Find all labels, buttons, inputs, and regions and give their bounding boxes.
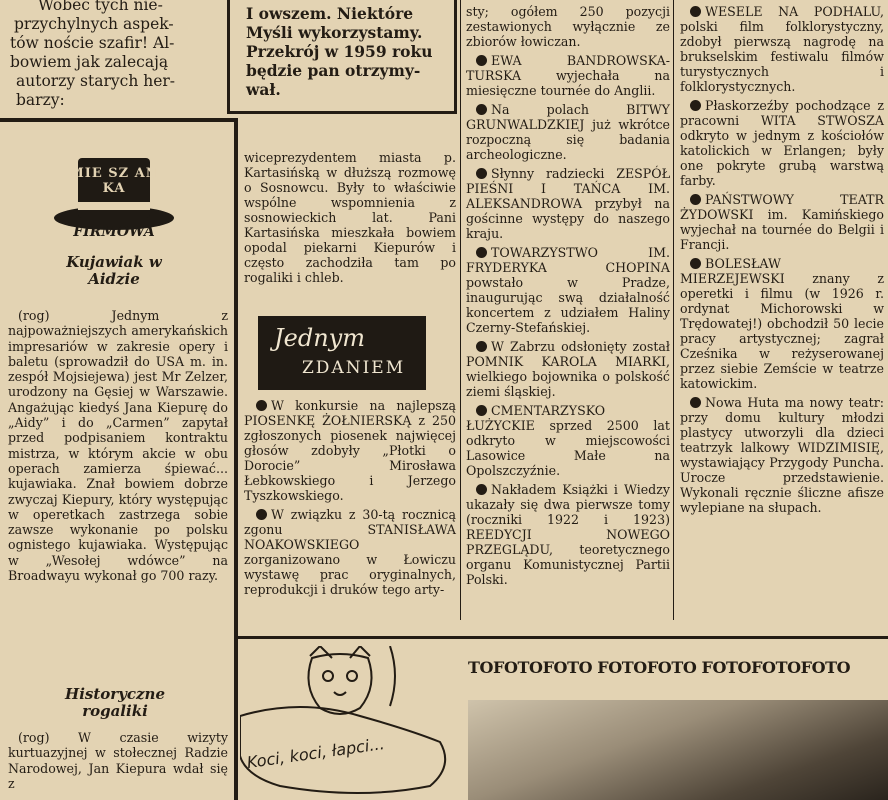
top-box-line: Myśli wykorzystamy. bbox=[246, 23, 423, 42]
bullet-icon bbox=[476, 168, 487, 179]
news-item bbox=[680, 98, 884, 188]
cartoon bbox=[240, 646, 460, 800]
top-box-line: I owszem. Niektóre bbox=[246, 4, 414, 23]
bullet-icon bbox=[256, 400, 267, 411]
cartoon-caption: Koci, koci, łapci... bbox=[245, 734, 386, 773]
cat-drawing-icon bbox=[240, 646, 460, 800]
rule-top-left bbox=[0, 118, 238, 122]
news-item bbox=[244, 507, 456, 597]
photo bbox=[468, 700, 888, 800]
logo-line: ZDANIEM bbox=[302, 358, 406, 378]
news-item bbox=[680, 395, 884, 515]
news-item-text: W konkursie na najlepszą PIOSENKĘ ŻOŁNIERSKĄ z 250 zgłoszonych piosenek najwięcej głosów zdobyły „Płotki o Dorocie” Mirosława Łebkowskiego i Jerzego Tyszkowskiego. bbox=[244, 398, 456, 503]
news-item-text: CMENTARZYSKO ŁUŻYCKIE sprzed 2500 lat odkryto w miejscowości Lasowice Małe na Opolszczyźnie. bbox=[466, 403, 670, 478]
news-item bbox=[466, 166, 670, 241]
news-item bbox=[680, 256, 884, 391]
bullet-icon bbox=[690, 100, 701, 111]
top-left-line: bowiem jak zalecają bbox=[10, 53, 169, 71]
bullet-icon bbox=[476, 405, 487, 416]
top-left-text bbox=[0, 0, 222, 110]
top-box-line: wał. bbox=[246, 80, 281, 99]
top-left-line: barzy: bbox=[16, 91, 65, 109]
bullet-icon bbox=[256, 509, 267, 520]
rule-left-vertical bbox=[234, 118, 238, 800]
article-paragraph: (rog) W czasie wizyty kurtuazyjnej w stołecznej Radzie Narodowej, Jan Kiepura wdał się z bbox=[8, 730, 228, 791]
news-item-text: WESELE NA PODHALU, polski film folklorystyczny, zdobył pierwszą nagrodę na brukselskim festiwalu filmów turystycznych i folklorystycznych. bbox=[680, 4, 884, 94]
article-body-2 bbox=[8, 730, 228, 791]
news-item bbox=[466, 53, 670, 98]
news-item bbox=[244, 398, 456, 503]
rule-col-ab bbox=[460, 0, 461, 620]
colb-intro bbox=[244, 150, 456, 285]
top-box-line: będzie pan otrzymy- bbox=[246, 61, 421, 80]
news-item bbox=[680, 4, 884, 94]
news-item-text: Nakładem Książki i Wiedzy ukazały się dwa pierwsze tomy (roczniki 1922 i 1923) REEDYCJI NOWEGO PRZEGLĄDU, teoretycznego organu Komunistycznej Partii Polski. bbox=[466, 482, 670, 587]
rule-col-cd bbox=[673, 0, 674, 620]
news-item-text: EWA BANDROWSKA-TURSKA wyjechała na miesięczne tournée do Anglii. bbox=[466, 53, 670, 98]
bullet-icon bbox=[476, 104, 487, 115]
news-item-text: Słynny radziecki ZESPÓŁ PIEŚNI I TAŃCA IM. ALEKSANDROWA przybył na gościnne występy do naszego kraju. bbox=[466, 166, 670, 241]
rule-bottom-mid bbox=[238, 636, 888, 639]
news-item bbox=[466, 482, 670, 587]
bullet-icon bbox=[476, 484, 487, 495]
bullet-icon bbox=[690, 397, 701, 408]
colb-items bbox=[244, 398, 456, 597]
logo-top-text: MIE SZ AN KA bbox=[69, 166, 159, 196]
bullet-icon bbox=[690, 194, 701, 205]
news-item-text: Na polach BITWY GRUNWALDZKIEJ już wkrótce rozpoczną się badania archeologiczne. bbox=[466, 102, 670, 162]
colc-items bbox=[466, 4, 670, 587]
news-item bbox=[466, 339, 670, 399]
news-item bbox=[466, 403, 670, 478]
top-left-line: Wobec tych nie- bbox=[38, 0, 163, 14]
top-left-line: przychylnych aspek- bbox=[14, 15, 174, 33]
article-title-2: Historyczne rogaliki bbox=[65, 685, 165, 720]
bullet-icon bbox=[690, 6, 701, 17]
bullet-icon bbox=[476, 55, 487, 66]
bullet-icon bbox=[690, 258, 701, 269]
firmowa-logo bbox=[48, 140, 180, 240]
jednym-zdaniem-logo bbox=[258, 316, 426, 390]
news-item-text: W Zabrzu odsłonięty został POMNIK KAROLA MIARKI, wielkiego bojownika o polskość ziemi śląskiej. bbox=[466, 339, 670, 399]
news-item bbox=[680, 192, 884, 252]
article-paragraph: (rog) Jednym z najpoważniejszych amerykańskich impresariów w zakresie opery i baletu (sprowadził do USA m. in. zespół Mojsiejewa) jest Mr Zelzer, urodzony na Gęsiej w Warszawie. Angażując kiedyś Jana Kiepurę do „Aidy” i do „Carmen” zapytał przed podpisaniem kontraktu mistrza, w którym akcie w obu operach zamierza śpiewać... kujawiaka. Znał bowiem dobrze zwyczaj Kiepury, który występując w operetkach zastrzega sobie zawsze wykonanie po polsku ognistego kujawiaka. Występując w „Wesołej wdówce” na Broadwayu wykonał go 700 razy. bbox=[8, 308, 228, 584]
article-title: Kujawiak w Aidzie bbox=[66, 253, 162, 288]
news-item-text: Płaskorzeźby pochodzące z pracowni WITA STWOSZA odkryto w jednym z kościołów katolickich w Erlangen; były one pokryte grubą warstwą farby. bbox=[680, 98, 884, 188]
news-item-text: BOLESŁAW MIERZEJEWSKI znany z operetki i filmu (w 1926 r. ordynat Michorowski w Trędowatej!) obchodził 50 lecie pracy artystycznej; zagrał Cześnika w reżyserowanej przez siebie Zemście w teatrze katowickim. bbox=[680, 256, 884, 391]
top-left-line: tów noście szafir! Al- bbox=[10, 34, 175, 52]
article-body bbox=[8, 308, 228, 583]
cold-items bbox=[680, 4, 884, 515]
colb-paragraph: wiceprezydentem miasta p. Kartasińską w dłuższą rozmowę o Sosnowcu. Były to właściwie wspólne wspomnienia z sosnowieckich lat. Pani Kartasińska mieszkała bowiem opodal piekarni Kiepurów i często zachodziła tam po rogaliki i chleb. bbox=[244, 150, 456, 285]
bullet-icon bbox=[476, 247, 487, 258]
logo-line: Jednym bbox=[274, 324, 365, 352]
news-item-text: Nowa Huta ma nowy teatr: przy domu kultury młodzi plastycy utworzyli dla dzieci teatrzyk lalkowy WIDZIMISIĘ, wystawiający Przygody Puncha. Urocze przedstawienie. Wykonali ręcznie śliczne afisze wylepiane na słupach. bbox=[680, 395, 884, 515]
top-left-line: autorzy starych her- bbox=[16, 72, 176, 90]
news-item bbox=[466, 102, 670, 162]
news-item-text: PAŃSTWOWY TEATR ŻYDOWSKI im. Kamińskiego wyjechał na tournée do Belgii i Francji. bbox=[680, 192, 884, 252]
top-box-line: Przekrój w 1959 roku bbox=[246, 42, 433, 61]
news-item bbox=[466, 245, 670, 335]
bullet-icon bbox=[476, 341, 487, 352]
logo-bottom-text: FIRMOWA bbox=[73, 224, 155, 240]
news-item-text: W związku z 30-tą rocznicą zgonu STANISŁAWA NOAKOWSKIEGO zorganizowano w Łowiczu wystawę prac oryginalnych, reprodukcji i druków tego arty- bbox=[244, 507, 456, 597]
top-box-text bbox=[246, 4, 451, 99]
news-item-text: TOWARZYSTWO IM. FRYDERYKA CHOPINA powstało w Pradze, inaugurując swą działalność koncertem z udziałem Haliny Czerny-Stefańskiej. bbox=[466, 245, 670, 335]
foto-strip-heading: TOFOTOFOTO FOTOFOTO FOTOFOTOFOTO bbox=[468, 658, 851, 677]
colc-intro: sty; ogółem 250 pozycji zestawionych wyłącznie ze zbiorów łowiczan. bbox=[466, 4, 670, 49]
